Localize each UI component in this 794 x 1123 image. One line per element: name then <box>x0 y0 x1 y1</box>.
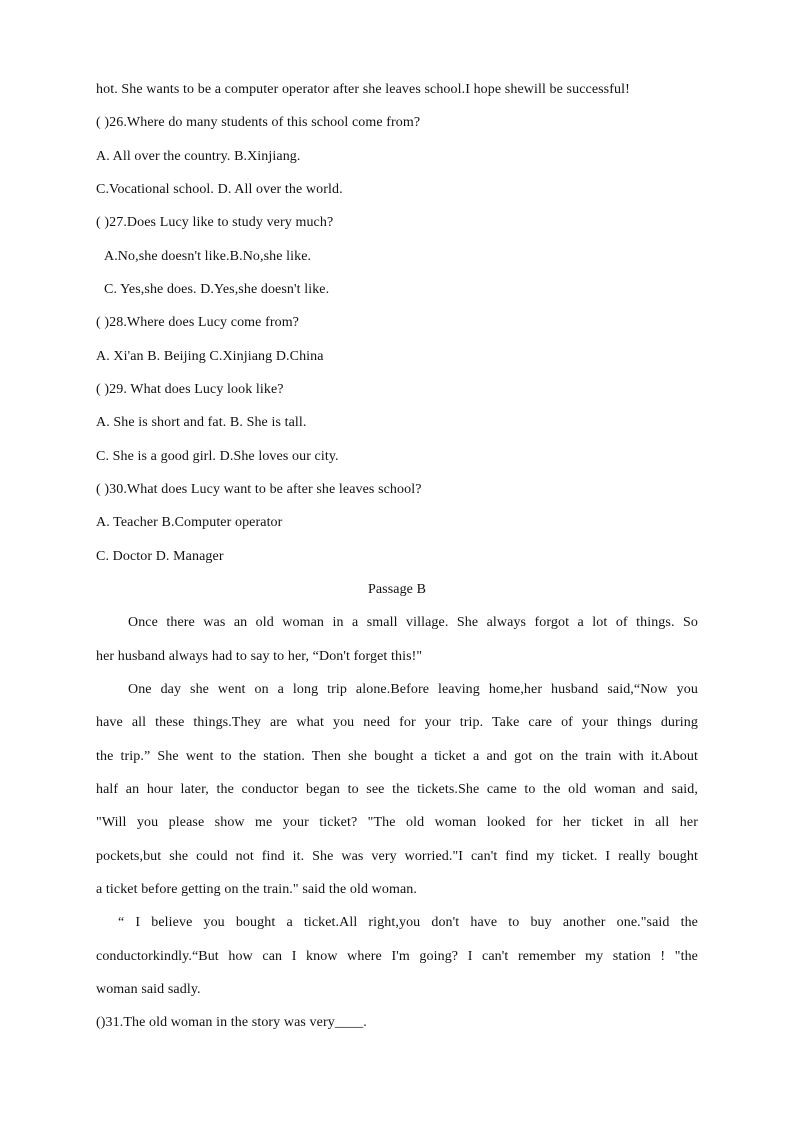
passage-b-paragraph-2-line-7: a ticket before getting on the train." said the old woman. <box>96 882 417 897</box>
passage-b-paragraph-2-line-6: pockets,but she could not find it. She was very worried."I can't find my ticket. I really bought <box>96 849 698 864</box>
question-29-options-cd: C. She is a good girl. D.She loves our city. <box>96 449 339 464</box>
passage-b-paragraph-3-line-1: “ I believe you bought a ticket.All right,you don't have to buy another one."said the <box>118 915 698 930</box>
question-26-stem: ( )26.Where do many students of this school come from? <box>96 115 421 130</box>
passage-a-closing-line: hot. She wants to be a computer operator after she leaves school.I hope shewill be successful! <box>96 82 630 97</box>
question-28-stem: ( )28.Where does Lucy come from? <box>96 315 300 330</box>
question-30-options-cd: C. Doctor D. Manager <box>96 549 224 564</box>
question-26-options-ab: A. All over the country. B.Xinjiang. <box>96 149 301 164</box>
passage-b-paragraph-1-line-1: Once there was an old woman in a small village. She always forgot a lot of things. So <box>128 615 698 630</box>
question-26-options-cd: C.Vocational school. D. All over the world. <box>96 182 343 197</box>
question-31-stem: ()31.The old woman in the story was very____. <box>96 1015 367 1030</box>
question-27-options-ab: A.No,she doesn't like.B.No,she like. <box>104 249 312 264</box>
question-29-stem: ( )29. What does Lucy look like? <box>96 382 284 397</box>
passage-b-paragraph-2-line-5: "Will you please show me your ticket? "The old woman looked for her ticket in all her <box>96 815 698 830</box>
passage-b-paragraph-3-line-2: conductorkindly.“But how can I know where I'm going? I can't remember my station ! "the <box>96 949 698 964</box>
passage-b-paragraph-3-line-3: woman said sadly. <box>96 982 201 997</box>
passage-b-paragraph-2-line-2: have all these things.They are what you need for your trip. Take care of your things during <box>96 715 698 730</box>
passage-b-paragraph-2-line-4: half an hour later, the conductor began to see the tickets.She came to the old woman and said, <box>96 782 698 797</box>
passage-b-paragraph-2-line-1: One day she went on a long trip alone.Before leaving home,her husband said,“Now you <box>128 682 698 697</box>
question-30-stem: ( )30.What does Lucy want to be after she leaves school? <box>96 482 422 497</box>
question-27-options-cd: C. Yes,she does. D.Yes,she doesn't like. <box>104 282 330 297</box>
passage-b-title: Passage B <box>367 582 427 597</box>
passage-b-paragraph-2-line-3: the trip.” She went to the station. Then she bought a ticket a and got on the train with it.About <box>96 749 698 764</box>
question-28-options: A. Xi'an B. Beijing C.Xinjiang D.China <box>96 349 324 364</box>
passage-b-paragraph-1-line-2: her husband always had to say to her, “Don't forget this!" <box>96 649 423 664</box>
question-29-options-ab: A. She is short and fat. B. She is tall. <box>96 415 307 430</box>
question-27-stem: ( )27.Does Lucy like to study very much? <box>96 215 334 230</box>
question-30-options-ab: A. Teacher B.Computer operator <box>96 515 283 530</box>
